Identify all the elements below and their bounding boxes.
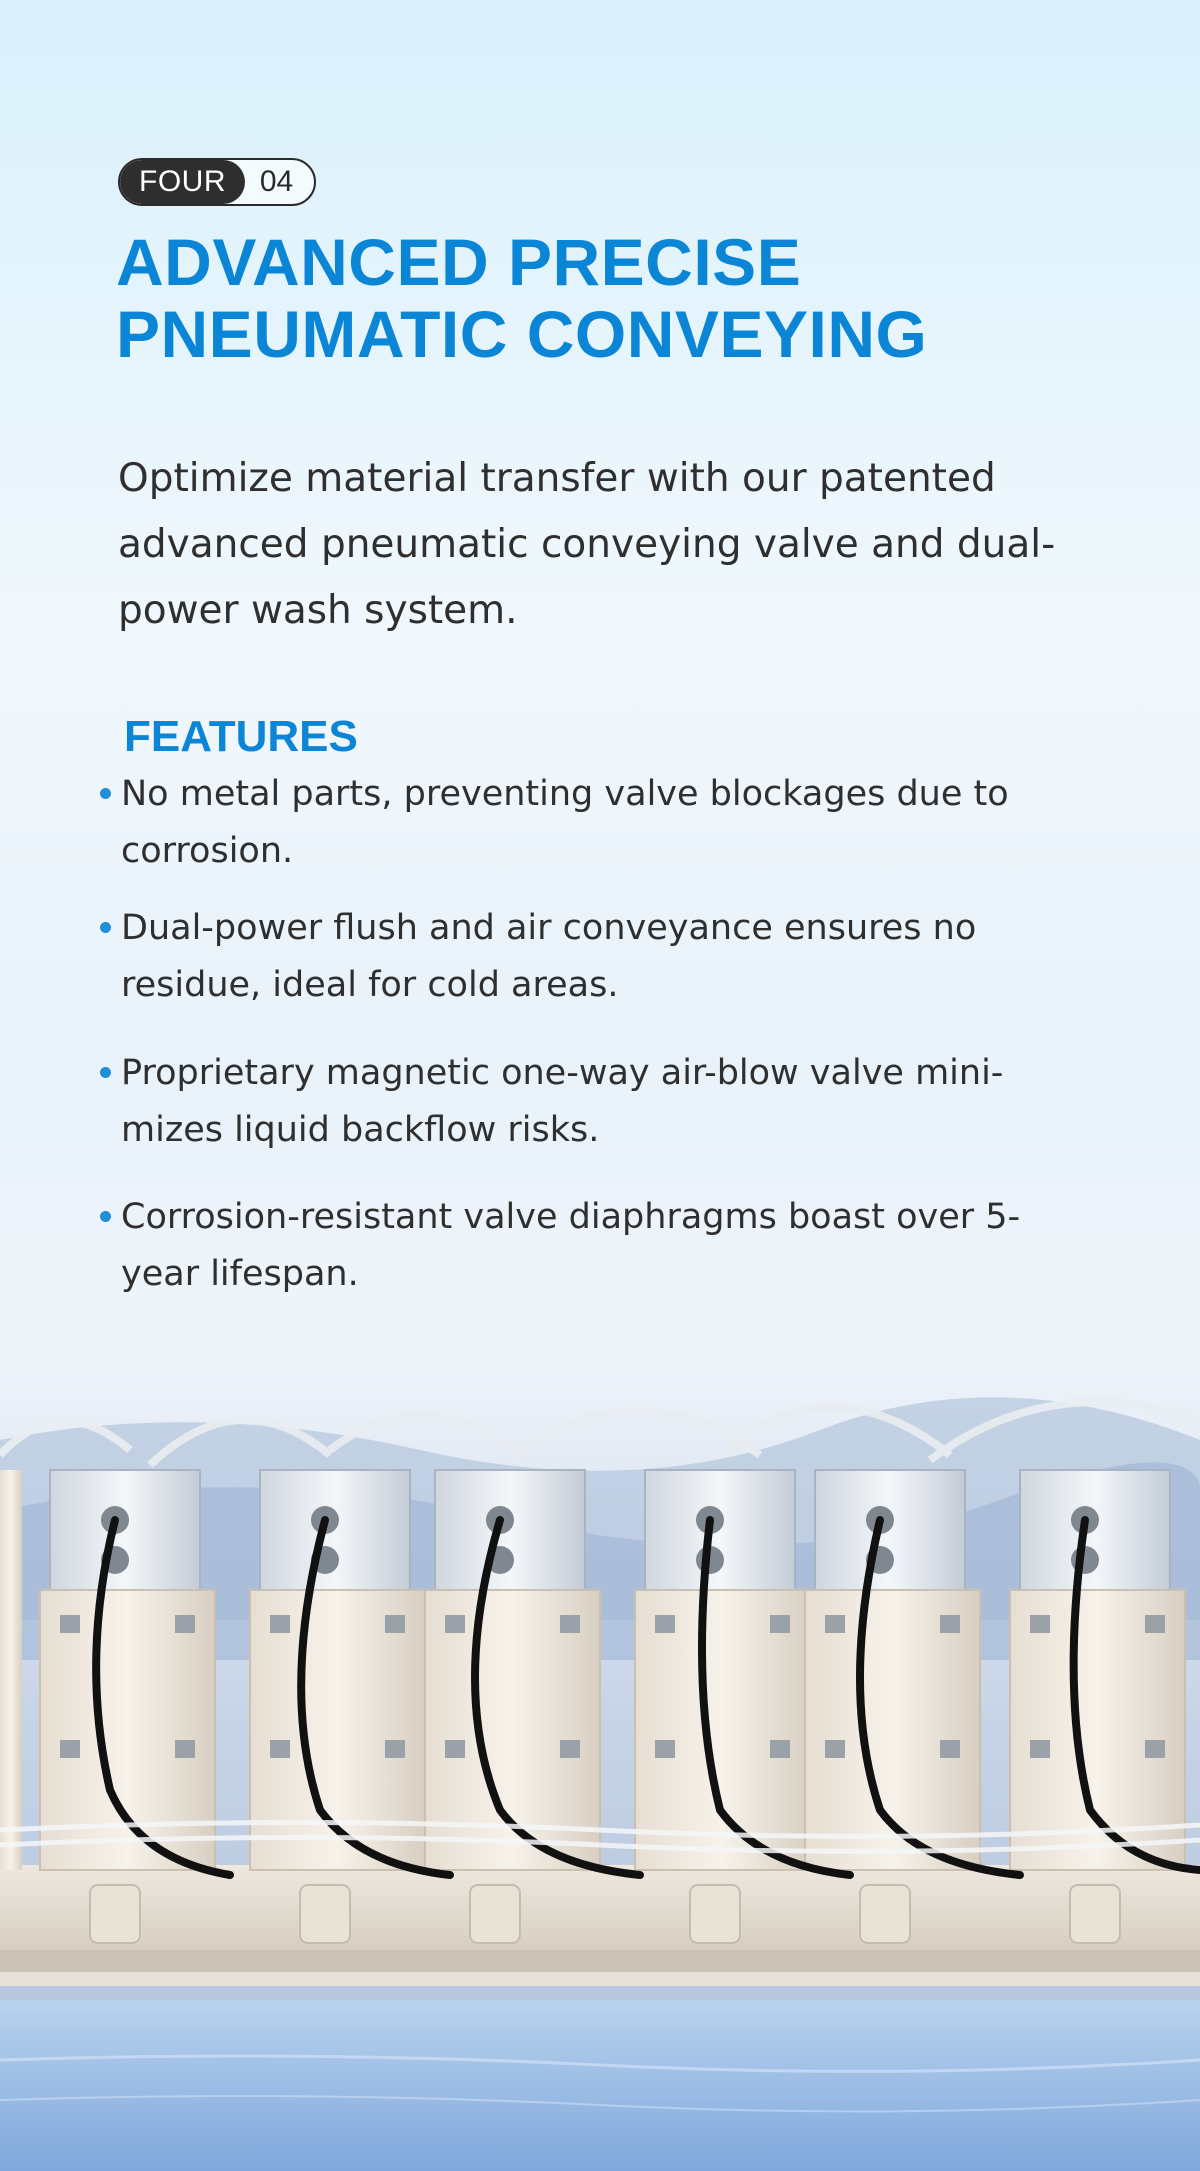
bullet-icon xyxy=(100,1211,111,1222)
feature-text: Corrosion-resistant valve diaphragms boast over 5-year lifespan. xyxy=(121,1197,1021,1294)
feature-text: Proprietary magnetic one-way air-blow valve mini-mizes liquid backflow risks. xyxy=(121,1053,1004,1150)
feature-item xyxy=(100,1045,1080,1159)
valve-manifold-image xyxy=(0,1360,1200,2171)
section-badge xyxy=(118,158,316,206)
feature-text: No metal parts, preventing valve blockages due to corrosion. xyxy=(121,774,1009,871)
bullet-icon xyxy=(100,788,111,799)
bullet-icon xyxy=(100,1067,111,1078)
badge-number: 04 xyxy=(259,165,294,198)
features-heading: FEATURES xyxy=(124,712,358,761)
feature-item xyxy=(100,766,1080,880)
feature-text: Dual-power flush and air conveyance ensures no residue, ideal for cold areas. xyxy=(121,908,977,1005)
bullet-icon xyxy=(100,922,111,933)
badge-word: FOUR xyxy=(120,160,245,204)
feature-item xyxy=(100,900,1080,1014)
feature-item xyxy=(100,1189,1080,1303)
page-title: ADVANCED PRECISE PNEUMATIC CONVEYING xyxy=(116,225,928,371)
intro-paragraph: Optimize material transfer with our patented advanced pneumatic conveying valve and dual-power wash system. xyxy=(118,456,1056,633)
